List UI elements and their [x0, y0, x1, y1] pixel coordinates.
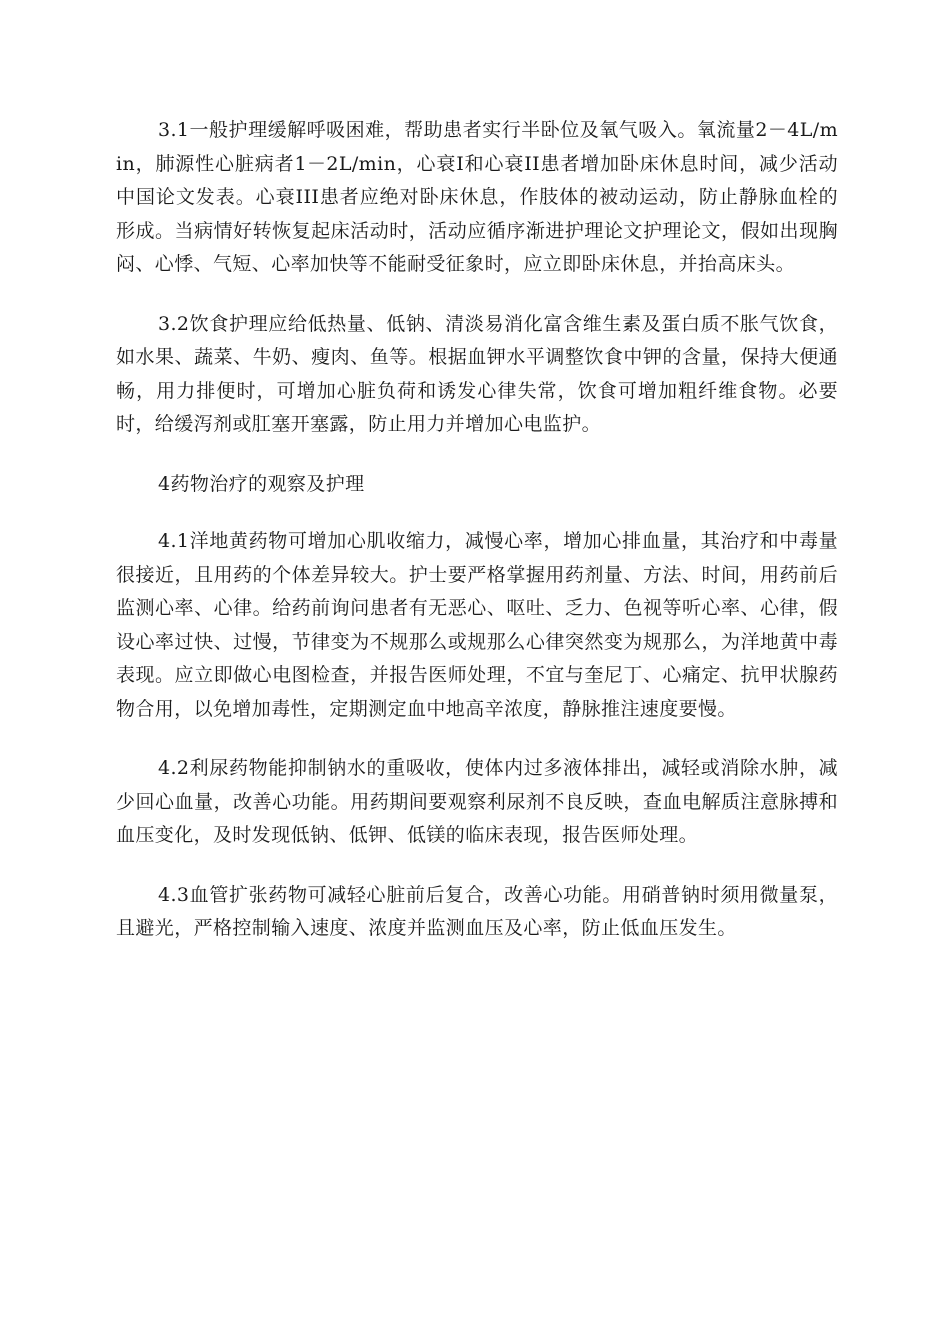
- paragraph-4-3-vasodilators: 4.3血管扩张药物可减轻心脏前后复合，改善心功能。用硝普钠时须用微量泵，且避光，严格控制输入速度、浓度并监测血压及心率，防止低血压发生。: [116, 883, 838, 939]
- section-heading-4: 4药物治疗的观察及护理: [158, 472, 365, 495]
- paragraph-3-1-general-nursing: 3.1一般护理缓解呼吸困难，帮助患者实行半卧位及氧气吸入。氧流量2－4L/min，肺源性心脏病者1－2L/min，心衰I和心衰II患者增加卧床休息时间，减少活动中国论文发表。心衰III患者应绝对卧床休息，作肢体的被动运动，防止静脉血栓的形成。当病情好转恢复起床活动时，活动应循序渐进护理论文护理论文，假如出现胸闷、心悸、气短、心率加快等不能耐受征象时，应立即卧床休息，并抬高床头。: [116, 119, 838, 275]
- paragraph-3-2-diet-nursing: 3.2饮食护理应给低热量、低钠、清淡易消化富含维生素及蛋白质不胀气饮食，如水果、蔬菜、牛奶、瘦肉、鱼等。根据血钾水平调整饮食中钾的含量，保持大便通畅，用力排便时，可增加心脏负荷和诱发心律失常，饮食可增加粗纤维食物。必要时，给缓泻剂或肛塞开塞露，防止用力并增加心电监护。: [116, 312, 838, 435]
- paragraph-4-2-diuretics: 4.2利尿药物能抑制钠水的重吸收，使体内过多液体排出，减轻或消除水肿，减少回心血量，改善心功能。用药期间要观察利尿剂不良反映，查血电解质注意脉搏和血压变化，及时发现低钠、低钾、低镁的临床表现，报告医师处理。: [116, 757, 838, 846]
- paragraph-4-1-digitalis: 4.1洋地黄药物可增加心肌收缩力，减慢心率，增加心排血量，其治疗和中毒量很接近，且用药的个体差异较大。护士要严格掌握用药剂量、方法、时间，用药前后监测心率、心律。给药前询问患者有无恶心、呕吐、乏力、色视等听心率、心律，假设心率过快、过慢，节律变为不规那么或规那么心律突然变为规那么，为洋地黄中毒表现。应立即做心电图检查，并报告医师处理，不宜与奎尼丁、心痛定、抗甲状腺药物合用，以免增加毒性，定期测定血中地高辛浓度，静脉推注速度要慢。: [116, 530, 838, 720]
- document-body: [116, 114, 838, 972]
